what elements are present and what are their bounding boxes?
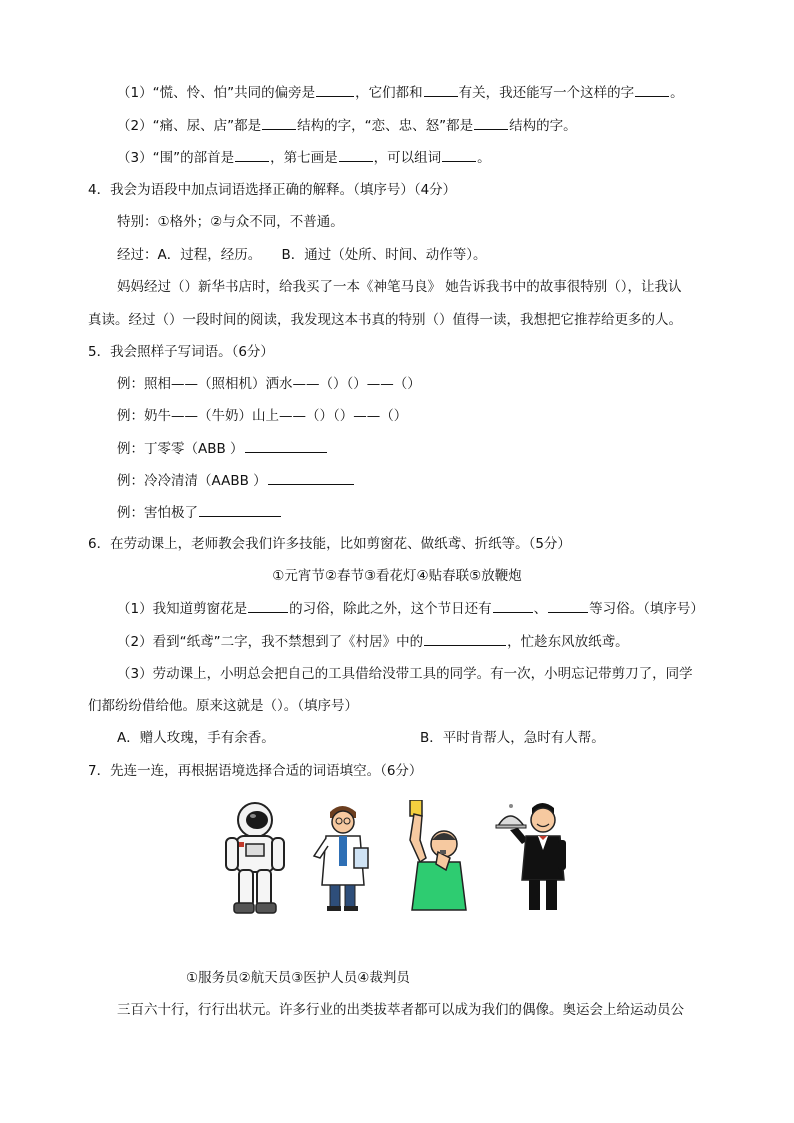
q6-1-text-b: 的习俗，除此之外，这个节日还有 xyxy=(289,601,492,617)
q7-profession-labels: ①服务员②航天员③医护人员④裁判员 xyxy=(186,970,410,986)
q5-example-4 xyxy=(117,470,355,491)
q3-item-1 xyxy=(117,82,684,103)
answer-blank[interactable] xyxy=(339,147,373,162)
q5-example-5 xyxy=(117,502,282,523)
answer-blank[interactable] xyxy=(442,147,476,162)
q6-1-text-a: （1）我知道剪窗花是 xyxy=(117,601,248,617)
q3-2-text-c: 结构的字。 xyxy=(509,118,577,134)
answer-blank[interactable] xyxy=(548,598,588,613)
q5-ex4-text: 例：冷冷清清（AABB ） xyxy=(117,473,267,489)
q6-option-a: A．赠人玫瑰，手有余香。 xyxy=(117,730,275,746)
q3-3-text-d: 。 xyxy=(477,150,491,166)
q6-option-b: B．平时肯帮人，急时有人帮。 xyxy=(420,730,605,746)
q6-title: 6．在劳动课上，老师教会我们许多技能，比如剪窗花、做纸鸢、折纸等。（5分） xyxy=(88,536,571,552)
answer-blank[interactable] xyxy=(316,82,354,97)
q5-example-1: 例：照相——（照相机）洒水——（）（）——（） xyxy=(117,376,421,392)
q6-item-3-line-2: 们都纷纷借给他。原来这就是（）。（填序号） xyxy=(88,698,358,714)
q6-1-text-d: 等习俗。（填序号） xyxy=(589,601,704,617)
answer-blank[interactable] xyxy=(424,82,458,97)
answer-blank[interactable] xyxy=(493,598,533,613)
q6-1-text-c: 、 xyxy=(533,601,548,617)
q3-item-2 xyxy=(117,115,577,136)
q5-ex5-text: 例：害怕极了 xyxy=(117,505,198,521)
doctor-figure[interactable] xyxy=(312,800,374,912)
q3-2-text-a: （2）“痛、尿、店”都是 xyxy=(117,118,262,134)
answer-blank[interactable] xyxy=(268,470,354,485)
q6-options: ①元宵节②春节③看花灯④贴春联⑤放鞭炮 xyxy=(272,568,522,584)
q6-item-3-line-1: （3）劳动课上，小明总会把自己的工具借给没带工具的同学。有一次，小明忘记带剪刀了，同学 xyxy=(117,666,693,682)
q5-example-2: 例：奶牛——（牛奶）山上——（）（）——（） xyxy=(117,408,408,424)
q7-paragraph-line-1: 三百六十行，行行出状元。许多行业的出类拔萃者都可以成为我们的偶像。奥运会上给运动员公 xyxy=(117,1002,684,1018)
q3-3-text-a: （3）“围”的部首是 xyxy=(117,150,235,166)
q3-1-text-c: 有关，我还能写一个这样的字 xyxy=(458,85,635,101)
answer-blank[interactable] xyxy=(635,82,669,97)
q5-title: 5．我会照样子写词语。（6分） xyxy=(88,344,274,360)
answer-blank[interactable] xyxy=(235,147,269,162)
answer-blank[interactable] xyxy=(424,631,506,646)
q3-1-text-a: （1）“慌、怜、怕”共同的偏旁是 xyxy=(117,85,316,101)
q7-title: 7．先连一连，再根据语境选择合适的词语填空。（6分） xyxy=(88,763,423,779)
q4-title: 4．我会为语段中加点词语选择正确的解释。（填序号）（4分） xyxy=(88,182,457,198)
q6-item-2 xyxy=(117,631,629,652)
answer-blank[interactable] xyxy=(474,115,508,130)
answer-blank[interactable] xyxy=(262,115,296,130)
q5-example-3 xyxy=(117,438,328,459)
astronaut-figure[interactable] xyxy=(222,800,288,915)
q3-3-text-c: ，可以组词 xyxy=(373,150,442,166)
q6-2-text-a: （2）看到“纸鸢”二字，我不禁想到了《村居》中的 xyxy=(117,634,424,650)
q4-definition-2: 经过：A．过程，经历。 B．通过（处所、时间、动作等）。 xyxy=(117,247,487,263)
answer-blank[interactable] xyxy=(248,598,288,613)
q6-2-text-b: ，忙趁东风放纸鸢。 xyxy=(507,634,629,650)
q3-1-text-b: ，它们都和 xyxy=(355,85,423,101)
q4-paragraph-line-1: 妈妈经过（）新华书店时，给我买了一本《神笔马良》 她告诉我书中的故事很特别（），让我认 xyxy=(117,279,682,295)
q3-item-3 xyxy=(117,147,491,168)
q5-ex3-text: 例：丁零零（ABB ） xyxy=(117,441,244,457)
waiter-figure[interactable] xyxy=(492,800,572,914)
answer-blank[interactable] xyxy=(199,502,281,517)
q3-1-text-d: 。 xyxy=(670,85,684,101)
referee-figure[interactable] xyxy=(400,800,472,912)
q4-definition-1: 特别：①格外；②与众不同，不普通。 xyxy=(117,214,344,230)
q3-2-text-b: 结构的字，“恋、忠、怒”都是 xyxy=(297,118,474,134)
q3-3-text-b: ，第七画是 xyxy=(270,150,338,166)
answer-blank[interactable] xyxy=(245,438,327,453)
q6-item-1 xyxy=(117,598,704,619)
q4-paragraph-line-2: 真读。经过（）一段时间的阅读，我发现这本书真的特别（）值得一读，我想把它推荐给更多的人。 xyxy=(88,312,682,328)
